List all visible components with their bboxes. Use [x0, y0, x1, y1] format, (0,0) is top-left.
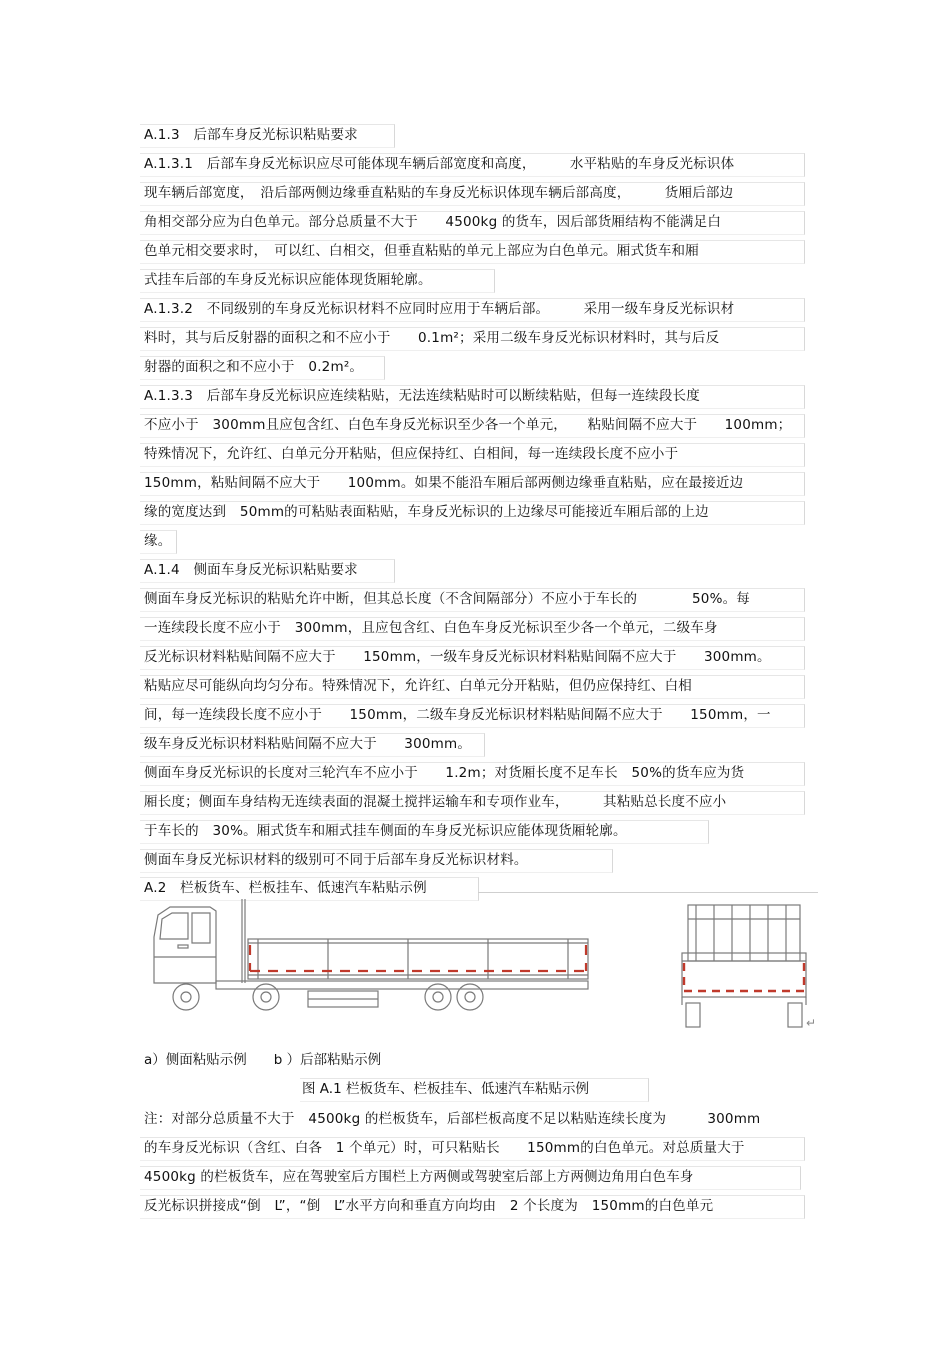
side-reflective-strip [250, 945, 586, 971]
paragraph-line: 级车身反光标识材料粘贴间隔不应大于 300mm。 [144, 736, 472, 752]
rear-reflective-strip [684, 963, 804, 991]
note-line: 反光标识拼接成“倒 L”，“倒 L”水平方向和垂直方向均由 2 个长度为 150mm的白色单元 [144, 1198, 714, 1214]
rear-view-truck [682, 905, 806, 1027]
paragraph-line: 侧面车身反光标识的粘贴允许中断，但其总长度（不含间隔部分）不应小于车长的 50%。每 [144, 591, 751, 607]
note-line: 注：对部分总质量不大于 4500kg 的栏板货车，后部栏板高度不足以粘贴连续长度为 300mm [144, 1111, 761, 1127]
paragraph-line: 特殊情况下，允许红、白单元分开粘贴，但应保持红、白相间，每一连续段长度不应小于 [144, 446, 679, 462]
paragraph-line: 一连续段长度不应小于 300mm，且应包含红、白色车身反光标识至少各一个单元，二级车身 [144, 620, 718, 636]
section-heading-a2: A.2 栏板货车、栏板挂车、低速汽车粘贴示例 [144, 880, 427, 896]
paragraph-line: 色单元相交要求时， 可以红、白相交，但垂直粘贴的单元上部应为白色单元。厢式货车和厢 [144, 243, 699, 259]
paragraph-line: 150mm，粘贴间隔不应大于 100mm。如果不能沿车厢后部两侧边缘垂直粘贴，应在最接近边 [144, 475, 744, 491]
figure-subcaptions: a）侧面粘贴示例 b ）后部粘贴示例 [144, 1052, 382, 1068]
paragraph-line: 料时，其与后反射器的面积之和不应小于 0.1m²；采用二级车身反光标识材料时，其与后反 [144, 330, 720, 346]
paragraph-line: 厢长度；侧面车身结构无连续表面的混凝土搅拌运输车和专项作业车， 其粘贴总长度不应小 [144, 794, 727, 810]
paragraph-line: 现车辆后部宽度， 沿后部两侧边缘垂直粘贴的车身反光标识体现车辆后部高度， 货厢后部边 [144, 185, 734, 201]
figure-caption: 图 A.1 栏板货车、栏板挂车、低速汽车粘贴示例 [302, 1081, 589, 1097]
paragraph-line: 式挂车后部的车身反光标识应能体现货厢轮廓。 [144, 272, 432, 288]
paragraph-line: 粘贴应尽可能纵向均匀分布。特殊情况下，允许红、白单元分开粘贴，但仍应保持红、白相 [144, 678, 692, 694]
paragraph-line: 角相交部分应为白色单元。部分总质量不大于 4500kg 的货车，因后部货厢结构不能满足白 [144, 214, 722, 230]
figure-top-rule [478, 892, 818, 893]
paragraph-line: A.1.3.1 后部车身反光标识应尽可能体现车辆后部宽度和高度， 水平粘贴的车身反光标识体 [144, 156, 735, 172]
paragraph-line: 不应小于 300mm且应包含红、白色车身反光标识至少各一个单元， 粘贴间隔不应大于 100mm； [144, 417, 792, 433]
paragraph-line: 缘。 [144, 533, 172, 549]
side-view-truck [154, 899, 588, 1010]
section-heading-a14: A.1.4 侧面车身反光标识粘贴要求 [144, 562, 358, 578]
paragraph-line: 反光标识材料粘贴间隔不应大于 150mm，一级车身反光标识材料粘贴间隔不应大于 300mm。 [144, 649, 771, 665]
paragraph-line: 射器的面积之和不应小于 0.2m²。 [144, 359, 364, 375]
section-heading-a13: A.1.3 后部车身反光标识粘贴要求 [144, 127, 358, 143]
paragraph-line: 缘的宽度达到 50mm的可粘贴表面粘贴，车身反光标识的上边缘尽可能接近车厢后部的上边 [144, 504, 709, 520]
paragraph-line: A.1.3.3 后部车身反光标识应连续粘贴，无法连续粘贴时可以断续粘贴，但每一连续段长度 [144, 388, 700, 404]
truck-illustration [148, 897, 820, 1047]
paragraph-return-icon: ↵ [806, 1016, 817, 1030]
paragraph-line: 间，每一连续段长度不应小于 150mm，二级车身反光标识材料粘贴间隔不应大于 150mm，一 [144, 707, 771, 723]
paragraph-line: 侧面车身反光标识的长度对三轮汽车不应小于 1.2m；对货厢长度不足车长 50%的货车应为货 [144, 765, 745, 781]
paragraph-line: 侧面车身反光标识材料的级别可不同于后部车身反光标识材料。 [144, 852, 528, 868]
paragraph-line: A.1.3.2 不同级别的车身反光标识材料不应同时应用于车辆后部。 采用一级车身反光标识材 [144, 301, 735, 317]
note-line: 4500kg 的栏板货车，应在驾驶室后方围栏上方两侧或驾驶室后部上方两侧边角用白色车身 [144, 1169, 694, 1185]
note-line: 的车身反光标识（含红、白各 1 个单元）时，可只粘贴长 150mm的白色单元。对总质量大于 [144, 1140, 745, 1156]
paragraph-line: 于车长的 30%。厢式货车和厢式挂车侧面的车身反光标识应能体现货厢轮廓。 [144, 823, 627, 839]
